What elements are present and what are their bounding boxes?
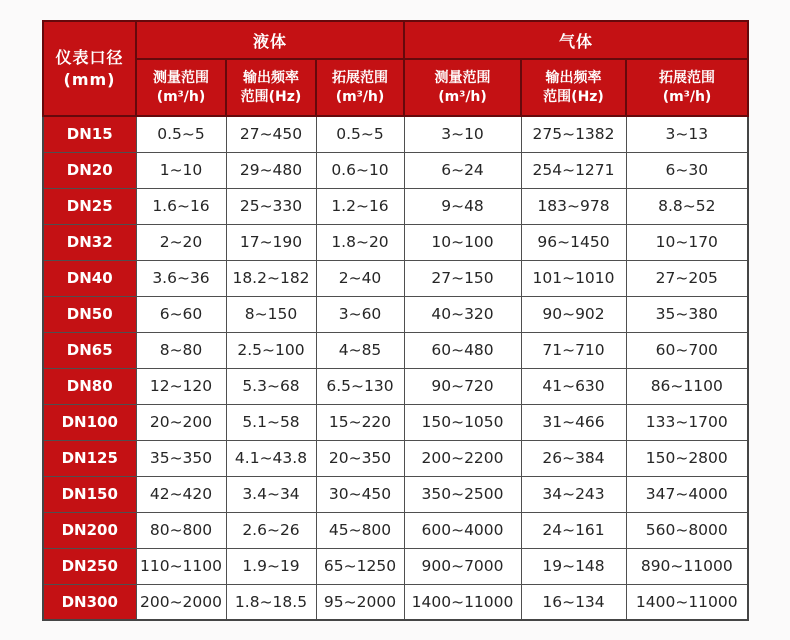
value-cell: 150~1050 (404, 404, 521, 440)
value-cell: 275~1382 (521, 116, 626, 152)
value-cell: 60~700 (626, 332, 748, 368)
row-label: DN32 (43, 224, 136, 260)
value-cell: 5.1~58 (226, 404, 316, 440)
table-row (43, 476, 748, 512)
table-body (43, 116, 748, 620)
spec-table (42, 20, 749, 621)
value-cell: 560~8000 (626, 512, 748, 548)
value-cell: 3.4~34 (226, 476, 316, 512)
liquid-output-frequency-header: 输出频率 范围(Hz) (226, 59, 316, 116)
value-cell: 29~480 (226, 152, 316, 188)
value-cell: 45~800 (316, 512, 404, 548)
row-label: DN250 (43, 548, 136, 584)
value-cell: 35~350 (136, 440, 226, 476)
group-header-row (43, 21, 748, 59)
liquid-group-header: 液体 (136, 21, 404, 59)
gas-measure-range-header: 测量范围 (m³/h) (404, 59, 521, 116)
row-label: DN65 (43, 332, 136, 368)
table-row (43, 404, 748, 440)
row-label: DN40 (43, 260, 136, 296)
value-cell: 0.5~5 (136, 116, 226, 152)
value-cell: 35~380 (626, 296, 748, 332)
value-cell: 34~243 (521, 476, 626, 512)
value-cell: 90~902 (521, 296, 626, 332)
value-cell: 20~350 (316, 440, 404, 476)
value-cell: 60~480 (404, 332, 521, 368)
value-cell: 890~11000 (626, 548, 748, 584)
gas-group-header: 气体 (404, 21, 748, 59)
value-cell: 133~1700 (626, 404, 748, 440)
value-cell: 4~85 (316, 332, 404, 368)
value-cell: 2~20 (136, 224, 226, 260)
table-row (43, 224, 748, 260)
value-cell: 27~450 (226, 116, 316, 152)
value-cell: 1400~11000 (404, 584, 521, 620)
flow-meter-spec-table (42, 20, 749, 621)
value-cell: 10~100 (404, 224, 521, 260)
value-cell: 200~2000 (136, 584, 226, 620)
row-label: DN100 (43, 404, 136, 440)
row-label: DN300 (43, 584, 136, 620)
value-cell: 90~720 (404, 368, 521, 404)
value-cell: 1.6~16 (136, 188, 226, 224)
value-cell: 8.8~52 (626, 188, 748, 224)
table-row (43, 548, 748, 584)
value-cell: 17~190 (226, 224, 316, 260)
table-row (43, 116, 748, 152)
value-cell: 65~1250 (316, 548, 404, 584)
value-cell: 101~1010 (521, 260, 626, 296)
value-cell: 900~7000 (404, 548, 521, 584)
row-label: DN80 (43, 368, 136, 404)
value-cell: 80~800 (136, 512, 226, 548)
value-cell: 6~30 (626, 152, 748, 188)
row-label: DN200 (43, 512, 136, 548)
value-cell: 0.5~5 (316, 116, 404, 152)
value-cell: 110~1100 (136, 548, 226, 584)
value-cell: 96~1450 (521, 224, 626, 260)
value-cell: 86~1100 (626, 368, 748, 404)
value-cell: 27~150 (404, 260, 521, 296)
gas-extended-range-header: 拓展范围 (m³/h) (626, 59, 748, 116)
value-cell: 42~420 (136, 476, 226, 512)
row-label: DN25 (43, 188, 136, 224)
table-row (43, 260, 748, 296)
value-cell: 200~2200 (404, 440, 521, 476)
value-cell: 183~978 (521, 188, 626, 224)
table-row (43, 332, 748, 368)
liquid-measure-range-header: 测量范围 (m³/h) (136, 59, 226, 116)
row-label: DN20 (43, 152, 136, 188)
value-cell: 18.2~182 (226, 260, 316, 296)
row-label: DN15 (43, 116, 136, 152)
value-cell: 5.3~68 (226, 368, 316, 404)
value-cell: 1~10 (136, 152, 226, 188)
value-cell: 1.2~16 (316, 188, 404, 224)
value-cell: 1400~11000 (626, 584, 748, 620)
value-cell: 2~40 (316, 260, 404, 296)
diameter-header-line1: 仪表口径 (55, 47, 124, 67)
value-cell: 150~2800 (626, 440, 748, 476)
value-cell: 71~710 (521, 332, 626, 368)
value-cell: 31~466 (521, 404, 626, 440)
value-cell: 30~450 (316, 476, 404, 512)
value-cell: 16~134 (521, 584, 626, 620)
value-cell: 8~80 (136, 332, 226, 368)
value-cell: 254~1271 (521, 152, 626, 188)
value-cell: 350~2500 (404, 476, 521, 512)
value-cell: 1.8~20 (316, 224, 404, 260)
value-cell: 40~320 (404, 296, 521, 332)
value-cell: 24~161 (521, 512, 626, 548)
value-cell: 25~330 (226, 188, 316, 224)
row-label: DN125 (43, 440, 136, 476)
value-cell: 6~60 (136, 296, 226, 332)
value-cell: 3~60 (316, 296, 404, 332)
value-cell: 19~148 (521, 548, 626, 584)
table-row (43, 188, 748, 224)
value-cell: 6~24 (404, 152, 521, 188)
value-cell: 2.5~100 (226, 332, 316, 368)
liquid-extended-range-header: 拓展范围 (m³/h) (316, 59, 404, 116)
value-cell: 41~630 (521, 368, 626, 404)
table-row (43, 584, 748, 620)
table-row (43, 512, 748, 548)
value-cell: 3~13 (626, 116, 748, 152)
value-cell: 1.9~19 (226, 548, 316, 584)
value-cell: 3.6~36 (136, 260, 226, 296)
value-cell: 1.8~18.5 (226, 584, 316, 620)
value-cell: 2.6~26 (226, 512, 316, 548)
row-label: DN150 (43, 476, 136, 512)
value-cell: 0.6~10 (316, 152, 404, 188)
value-cell: 4.1~43.8 (226, 440, 316, 476)
value-cell: 3~10 (404, 116, 521, 152)
diameter-header-cell (43, 21, 136, 116)
value-cell: 26~384 (521, 440, 626, 476)
value-cell: 8~150 (226, 296, 316, 332)
value-cell: 95~2000 (316, 584, 404, 620)
gas-output-frequency-header: 输出频率 范围(Hz) (521, 59, 626, 116)
value-cell: 347~4000 (626, 476, 748, 512)
table-row (43, 296, 748, 332)
table-row (43, 152, 748, 188)
value-cell: 600~4000 (404, 512, 521, 548)
value-cell: 6.5~130 (316, 368, 404, 404)
row-label: DN50 (43, 296, 136, 332)
diameter-header-line2: (mm) (63, 69, 116, 89)
table-row (43, 368, 748, 404)
sub-header-row (43, 59, 748, 116)
value-cell: 10~170 (626, 224, 748, 260)
value-cell: 20~200 (136, 404, 226, 440)
value-cell: 27~205 (626, 260, 748, 296)
table-row (43, 440, 748, 476)
value-cell: 15~220 (316, 404, 404, 440)
value-cell: 12~120 (136, 368, 226, 404)
value-cell: 9~48 (404, 188, 521, 224)
